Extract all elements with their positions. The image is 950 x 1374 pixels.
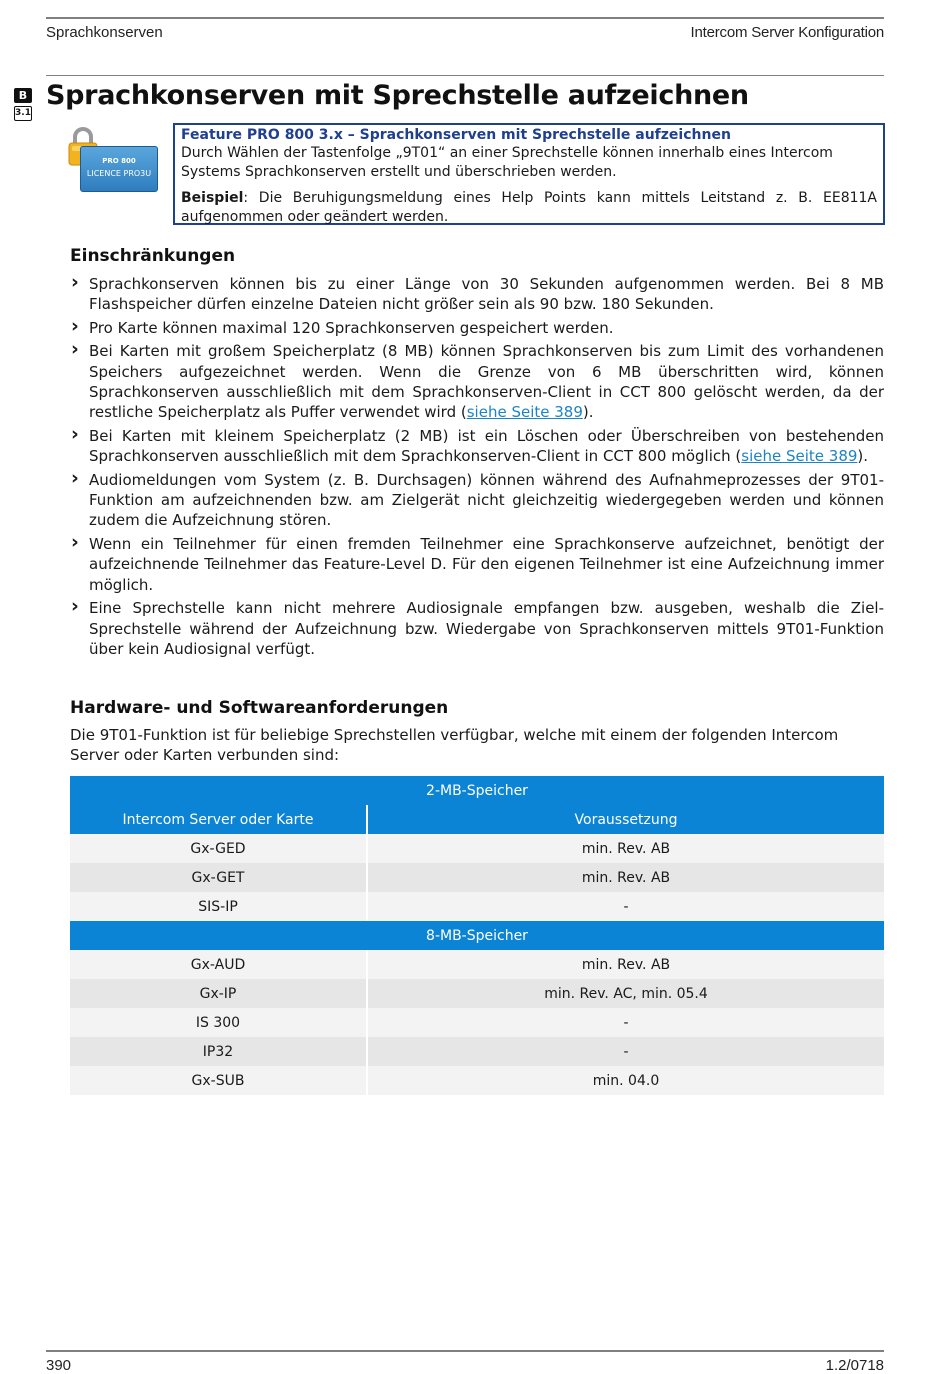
item-text: Pro Karte können maximal 120 Sprachkonserven gespeichert werden. (89, 318, 614, 337)
list-item (70, 318, 884, 338)
feature-heading: Feature PRO 800 3.x – Sprachkonserven mit Sprechstelle aufzeichnen (181, 127, 731, 143)
header-document-title: Intercom Server Konfiguration (690, 24, 884, 41)
cell-card: Gx-GED (70, 834, 367, 863)
cell-card: IS 300 (70, 1008, 367, 1037)
table-row (70, 892, 884, 921)
column-header-requirement: Voraussetzung (574, 811, 678, 828)
chapter-number: 3.1 (14, 106, 32, 121)
cell-card: Gx-GET (70, 863, 367, 892)
item-text: Audiomeldungen vom System (z. B. Durchsagen) können während des Aufnahmeprozesses der 9T01-Funktion am aufzeichnenden bzw. am Zielgerät nicht gleichzeitig wiedergegeben werden und können zudem die Aufzeichnung stören. (89, 470, 884, 530)
requirements-intro: Die 9T01-Funktion ist für beliebige Sprechstellen verfügbar, welche mit einem der folgenden Intercom Server oder Karten verbunden sind: (70, 726, 839, 765)
table-row (70, 950, 884, 979)
licence-label (80, 146, 158, 192)
page-number: 390 (46, 1357, 72, 1374)
section-8mb: 8-MB-Speicher (426, 927, 528, 944)
feature-example (181, 189, 877, 227)
cell-requirement: min. Rev. AB (367, 834, 884, 863)
cell-requirement: min. Rev. AB (367, 863, 884, 892)
table-column-header (70, 805, 884, 834)
header-section-title: Sprachkonserven (46, 24, 163, 41)
cell-card: Gx-IP (70, 979, 367, 1008)
list-item (70, 341, 884, 423)
example-label: Beispiel (181, 190, 244, 206)
document-version: 1.2/0718 (825, 1357, 884, 1374)
item-text: Bei Karten mit kleinem Speicherplatz (2 MB) ist ein Löschen oder Überschreiben von bestehenden Sprachkonserven ausschließlich mit dem Sprachkonserven-Client in CCT 800 möglich ( (89, 426, 884, 466)
cell-requirement: min. Rev. AC, min. 05.4 (367, 979, 884, 1008)
cell-requirement: - (367, 1008, 884, 1037)
cell-requirement: min. Rev. AB (367, 950, 884, 979)
header-top-rule (46, 17, 884, 19)
cell-card: SIS-IP (70, 892, 367, 921)
example-text: : Die Beruhigungsmeldung eines Help Points kann mittels Leitstand z. B. EE811A aufgenommen oder geändert werden. (181, 190, 877, 225)
table-section-header (70, 921, 884, 950)
item-text: Eine Sprechstelle kann nicht mehrere Audiosignale empfangen bzw. ausgeben, weshalb die Ziel-Sprechstelle während der Aufzeichnung bzw. Wiedergabe von Sprachkonserven mittels 9T01-Funktion über kein Audiosignal verfügt. (89, 599, 884, 658)
list-item (70, 470, 884, 531)
table-row (70, 1066, 884, 1095)
page-title: Sprachkonserven mit Sprechstelle aufzeichnen (46, 80, 749, 111)
feature-box (173, 123, 885, 225)
footer-rule (46, 1350, 884, 1352)
table-row (70, 1037, 884, 1066)
item-text-after: ). (582, 403, 594, 422)
item-text: Bei Karten mit großem Speicherplatz (8 MB) können Sprachkonserven bis zum Limit des vorhandenen Speichers aufgezeichnet werden. Wenn die Grenze von 6 MB überschritten wird, können Sprachkonserven ausschließlich mit dem Sprachkonserven-Client in CCT 800 gelöscht werden, da der restliche Speicherplatz als Puffer verwendet wird ( (89, 342, 884, 422)
restrictions-heading: Einschränkungen (70, 246, 236, 266)
cell-card: Gx-AUD (70, 950, 367, 979)
table-row (70, 1008, 884, 1037)
item-text: Sprachkonserven können bis zu einer Länge von 30 Sekunden aufgenommen werden. Bei 8 MB Flashspeicher dürfen einzelne Dateien nicht größer sein als 90 bzw. 180 Sekunden. (89, 275, 884, 314)
table-row (70, 979, 884, 1008)
column-header-card: Intercom Server oder Karte (70, 805, 367, 834)
table-row (70, 834, 884, 863)
list-item (70, 598, 884, 659)
chapter-marker (14, 88, 32, 121)
licence-line2: LICENCE PRO3U (86, 169, 152, 178)
item-text-after: ). (857, 447, 869, 466)
cell-card: Gx-SUB (70, 1066, 367, 1095)
cell-requirement: - (367, 892, 884, 921)
requirements-heading: Hardware- und Softwareanforderungen (70, 698, 449, 718)
list-item (70, 274, 884, 315)
item-text: Wenn ein Teilnehmer für einen fremden Teilnehmer eine Sprachkonserve aufzeichnet, benötigt der aufzeichnende Teilnehmer das Feature-Level D. Für den eigenen Teilnehmer ist eine Aufzeichnung immer möglich. (89, 534, 884, 594)
cell-card: IP32 (70, 1037, 367, 1066)
cell-requirement: - (367, 1037, 884, 1066)
table-section-header (70, 776, 884, 805)
list-item (70, 534, 884, 595)
licence-line1: PRO 800 (102, 157, 136, 165)
page-link[interactable]: siehe Seite 389 (741, 447, 858, 466)
feature-text: Durch Wählen der Tastenfolge „9T01“ an einer Sprechstelle können innerhalb eines Intercom Systems Sprachkonserven erstellt und überschrieben werden. (181, 145, 833, 180)
list-item (70, 426, 884, 467)
requirements-table (70, 776, 884, 1095)
section-2mb: 2-MB-Speicher (426, 782, 528, 799)
page-link[interactable]: siehe Seite 389 (466, 403, 583, 422)
header-bottom-rule (46, 75, 884, 76)
cell-requirement: min. 04.0 (367, 1066, 884, 1095)
table-row (70, 863, 884, 892)
licence-badge (68, 126, 160, 194)
restrictions-list (70, 274, 884, 662)
chapter-letter: B (14, 88, 32, 103)
